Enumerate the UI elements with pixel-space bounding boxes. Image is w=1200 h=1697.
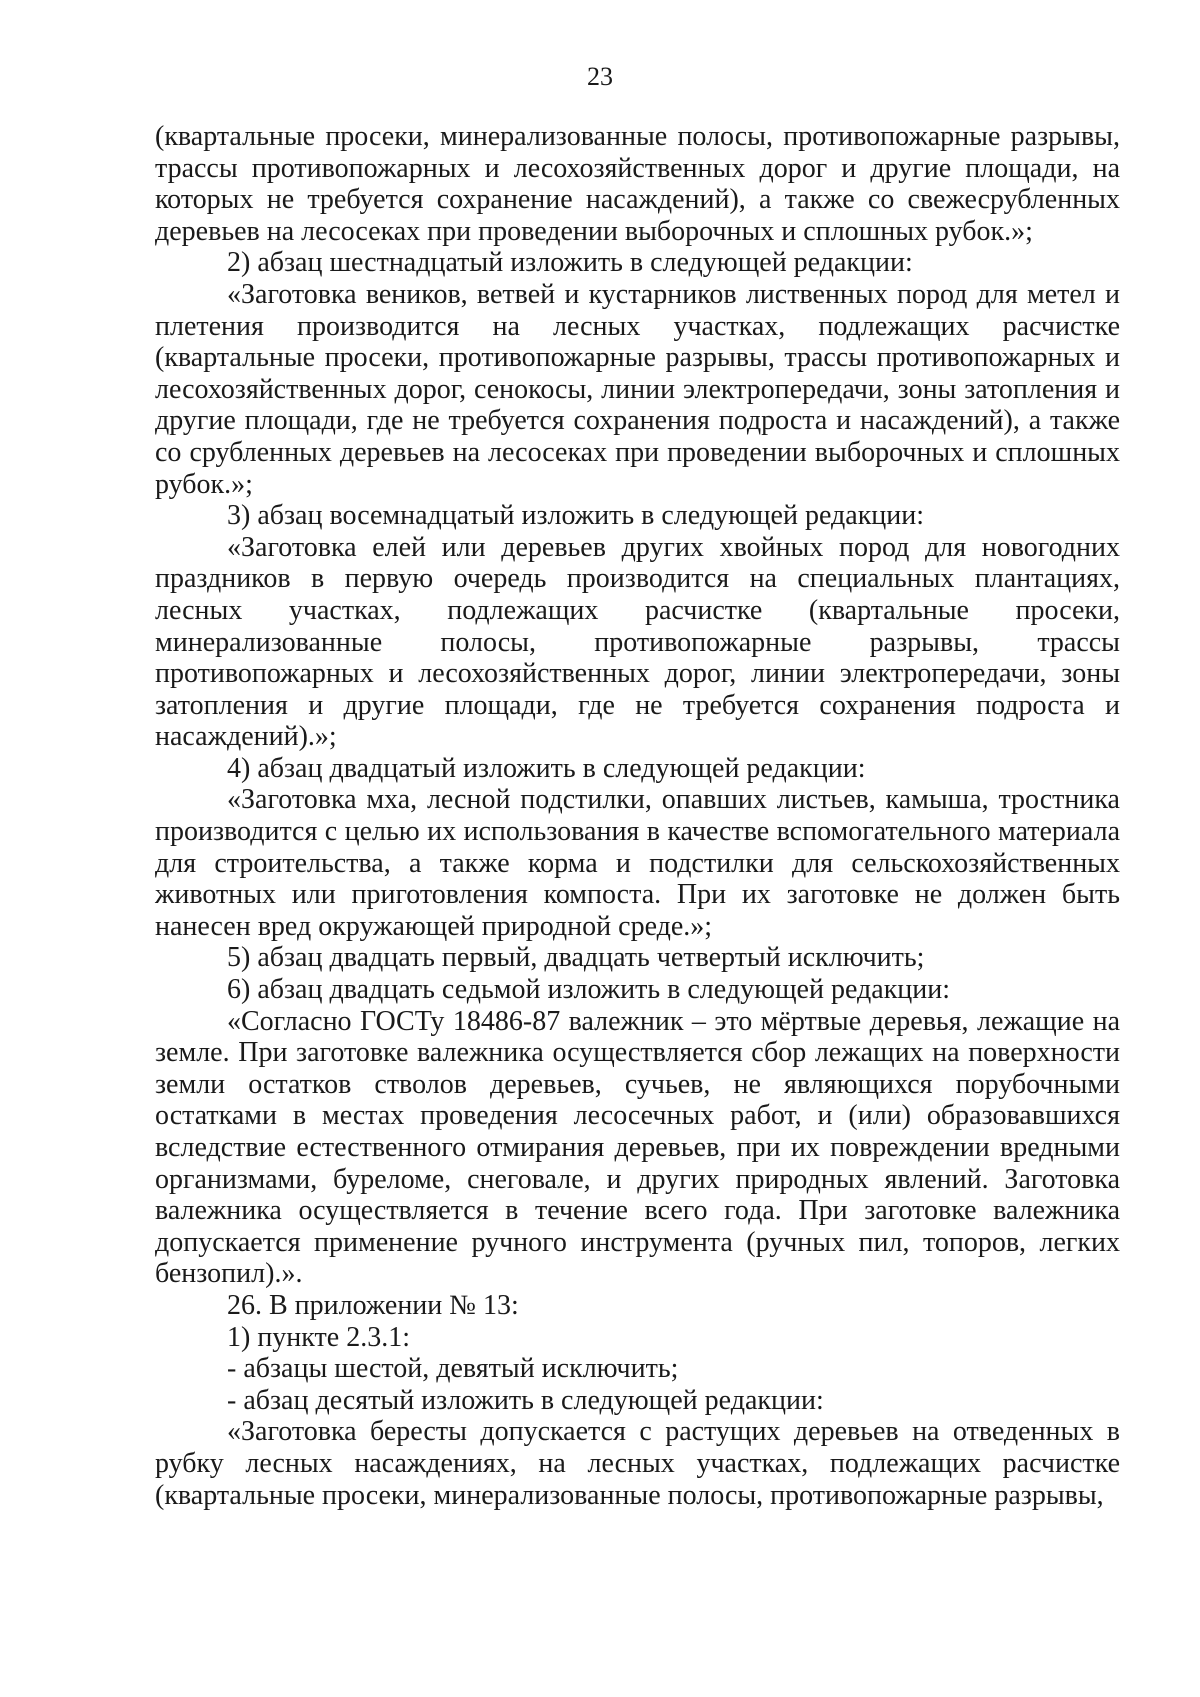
document-paragraph: - абзац десятый изложить в следующей редакции: <box>227 1384 824 1416</box>
document-paragraph: «Заготовка елей или деревьев других хвойных пород для новогодних праздников в первую очередь производится на специальных плантациях, лесных участках, подлежащих расчистке (квартальные просеки, минерализованные полосы, противопожарные разрывы, трассы противопожарных и лесохозяйственных дорог, линии электропередачи, зоны затопления и другие площади, где не требуется сохранения подроста и насаждений).»; <box>155 531 1120 753</box>
document-paragraph: 4) абзац двадцатый изложить в следующей редакции: <box>227 752 866 784</box>
document-paragraph: (квартальные просеки, минерализованные полосы, противопожарные разрывы, трассы противопожарных и лесохозяйственных дорог и другие площади, на которых не требуется сохранение насаждений), а также со свежесрубленных деревьев на лесосеках при проведении выборочных и сплошных рубок.»; <box>155 121 1120 247</box>
page-number: 23 <box>587 62 613 91</box>
document-paragraph: «Заготовка бересты допускается с растущих деревьев на отведенных в рубку лесных насаждениях, на лесных участках, подлежащих расчистке (квартальные просеки, минерализованные полосы, противопожарные разрывы, <box>155 1416 1120 1511</box>
document-paragraph: 26. В приложении № 13: <box>227 1289 519 1321</box>
document-paragraph: «Заготовка веников, ветвей и кустарников лиственных пород для метел и плетения производится на лесных участках, подлежащих расчистке (квартальные просеки, противопожарные разрывы, трассы противопожарных и лесохозяйственных дорог, сенокосы, линии электропередачи, зоны затопления и другие площади, где не требуется сохранения подроста и насаждений), а также со срубленных деревьев на лесосеках при проведении выборочных и сплошных рубок.»; <box>155 278 1120 500</box>
document-paragraph: «Согласно ГОСТу 18486-87 валежник – это мёртвые деревья, лежащие на земле. При заготовке валежника осуществляется сбор лежащих на поверхности земли остатков стволов деревьев, сучьев, не являющихся порубочными остатками в местах проведения лесосечных работ, и (или) образовавшихся вследствие естественного отмирания деревьев, при их повреждении вредными организмами, буреломе, снеговале, и других природных явлений. Заготовка валежника осуществляется в течение всего года. При заготовке валежника допускается применение ручного инструмента (ручных пил, топоров, легких бензопил).». <box>155 1005 1120 1290</box>
document-paragraph: 5) абзац двадцать первый, двадцать четвертый исключить; <box>227 942 925 974</box>
document-body <box>155 121 1120 1511</box>
document-paragraph: 6) абзац двадцать седьмой изложить в следующей редакции: <box>227 974 951 1006</box>
document-paragraph: 2) абзац шестнадцатый изложить в следующей редакции: <box>227 247 913 279</box>
document-paragraph: 1) пункте 2.3.1: <box>227 1321 410 1353</box>
document-paragraph: 3) абзац восемнадцатый изложить в следующей редакции: <box>227 500 925 532</box>
document-paragraph: «Заготовка мха, лесной подстилки, опавших листьев, камыша, тростника производится с целью их использования в качестве вспомогательного материала для строительства, а также корма и подстилки для сельскохозяйственных животных или приготовления компоста. При их заготовке не должен быть нанесен вред окружающей природной среде.»; <box>155 784 1120 942</box>
document-paragraph: - абзацы шестой, девятый исключить; <box>227 1353 679 1385</box>
